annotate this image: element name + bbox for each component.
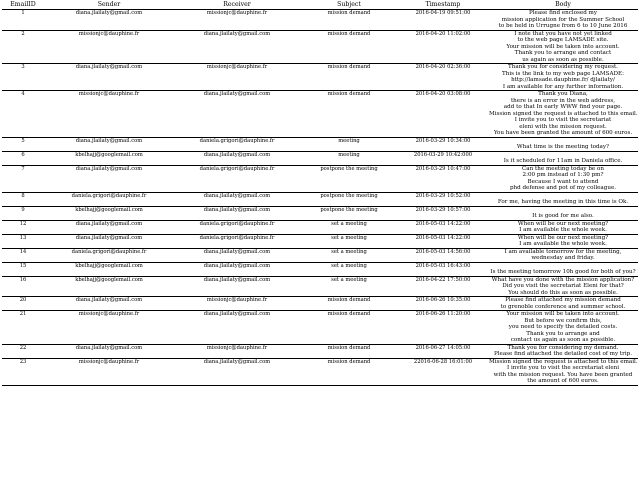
body-line: Thank you to arrange and contact <box>514 50 612 56</box>
subject-cell: postpone the meeting <box>300 165 398 192</box>
receiver-cell: missionjc@dauphine.fr <box>174 344 300 358</box>
body-line: I invite you to visit the secretariat eleni <box>506 365 620 371</box>
sender-cell: missionjc@dauphine.fr <box>44 30 174 64</box>
body-line: us again as soon as possible. <box>522 56 604 63</box>
receiver-cell: diana.jlailaty@gmail.com <box>174 358 300 385</box>
email-id-cell: 8 <box>2 192 44 206</box>
table-row <box>2 297 638 311</box>
subject-cell: set a meeting <box>300 248 398 262</box>
body-line: there is an error in the web address, <box>510 97 616 104</box>
body-cell <box>488 358 638 385</box>
body-line: Please find attached the detailed cost of my trip. <box>493 351 632 357</box>
receiver-cell: daniela.grigori@dauphine.fr <box>174 137 300 151</box>
body-line: eleni with the mission request. <box>519 123 607 130</box>
body-cell <box>488 206 638 220</box>
timestamp-cell: 22016-06-28 16:01:00 <box>398 358 488 385</box>
sender-cell: daniela.grigori@dauphine.fr <box>44 248 174 262</box>
sender-cell: diana.jlailaty@gmail.com <box>44 10 174 31</box>
body-line: But before we confirm this, <box>524 317 602 324</box>
sender-cell: daniela.grigori@dauphine.fr <box>44 192 174 206</box>
subject-cell: mission demand <box>300 344 398 358</box>
body-line: It is good for me also. <box>532 213 594 219</box>
sender-cell: diana.jlailaty@gmail.com <box>44 165 174 192</box>
sender-cell: diana.jlailaty@gmail.com <box>44 220 174 234</box>
body-line: I am available the whole week. <box>519 241 607 247</box>
receiver-cell: diana.jlailaty@gmail.com <box>174 91 300 138</box>
body-cell <box>488 192 638 206</box>
body-cell <box>488 248 638 262</box>
timestamp-cell: 2016-06-26 10:35:00 <box>398 297 488 311</box>
table-row <box>2 206 638 220</box>
body-line: to be held in Urrugne from 6 to 10 June 2016 <box>498 23 628 29</box>
email-id-cell: 15 <box>2 262 44 276</box>
table-row <box>2 64 638 91</box>
subject-cell: mission demand <box>300 10 398 31</box>
table-row <box>2 30 638 64</box>
body-line: You have been granted the amount of 600 euros. <box>493 130 633 136</box>
body-cell <box>488 262 638 276</box>
subject-cell: meeting <box>300 137 398 151</box>
subject-cell: mission demand <box>300 358 398 385</box>
body-cell <box>488 344 638 358</box>
subject-cell: set a meeting <box>300 262 398 276</box>
email-id-cell: 14 <box>2 248 44 262</box>
body-line: with the mission request. You have been granted <box>493 371 633 378</box>
timestamp-cell: 2016-03-29 10:47:00 <box>398 165 488 192</box>
table-row <box>2 192 638 206</box>
body-line: Thank you to arrange and <box>526 330 600 337</box>
body-line: contact us again as soon as possible. <box>510 337 616 343</box>
header-receiver: Receiver <box>174 0 300 10</box>
body-line: I am available tomorrow for the meeting, <box>504 248 622 255</box>
subject-cell: mission demand <box>300 64 398 91</box>
header-sender: Sender <box>44 0 174 10</box>
subject-cell: postpone the meeting <box>300 192 398 206</box>
body-cell <box>488 311 638 345</box>
body-line: Did you visit the secretariat Eleni for that? <box>502 283 624 289</box>
table-row <box>2 10 638 31</box>
body-line: mission application for the Summer School <box>501 16 625 23</box>
body-cell <box>488 151 638 165</box>
receiver-cell: diana.jlailaty@gmail.com <box>174 262 300 276</box>
email-id-cell: 20 <box>2 297 44 311</box>
table-row <box>2 344 638 358</box>
body-cell <box>488 165 638 192</box>
subject-cell: postpone the meeting <box>300 206 398 220</box>
table-row <box>2 358 638 385</box>
subject-cell: meeting <box>300 151 398 165</box>
sender-cell: kbelhajj@googlemail.com <box>44 276 174 297</box>
receiver-cell: daniela.grigori@dauphine.fr <box>174 220 300 234</box>
sender-cell: kbelhajj@googlemail.com <box>44 151 174 165</box>
email-id-cell: 1 <box>2 10 44 31</box>
body-line: Mission signed the request is attached to this email. <box>489 110 638 117</box>
receiver-cell: daniela.grigori@dauphine.fr <box>174 165 300 192</box>
body-line: For me, having the meeting in this time is Ok. <box>497 199 629 205</box>
header-email-id: EmailID <box>2 0 44 10</box>
header-row <box>2 0 638 10</box>
email-id-cell: 12 <box>2 220 44 234</box>
email-id-cell: 3 <box>2 64 44 91</box>
subject-cell: set a meeting <box>300 220 398 234</box>
body-line: Please find enclosed my <box>528 10 598 16</box>
subject-cell: mission demand <box>300 30 398 64</box>
sender-cell: diana.jlailaty@gmail.com <box>44 137 174 151</box>
body-line: to the web page LAMSADE site. <box>517 37 609 43</box>
email-id-cell: 5 <box>2 137 44 151</box>
receiver-cell: diana.jlailaty@gmail.com <box>174 311 300 345</box>
sender-cell: missionjc@dauphine.fr <box>44 91 174 138</box>
timestamp-cell: 2016-05-03 14:56:00 <box>398 248 488 262</box>
subject-cell: mission demand <box>300 297 398 311</box>
subject-cell: set a meeting <box>300 234 398 248</box>
body-cell <box>488 10 638 31</box>
body-line: Thank you for considering my request. <box>508 64 618 70</box>
body-line: to grenoble conference and summer school. <box>500 303 626 310</box>
sender-cell: kbelhajj@googlemail.com <box>44 206 174 220</box>
body-line: Please find attached my mission demand <box>505 297 621 303</box>
timestamp-cell: 2016-05-03 14:22:00 <box>398 220 488 234</box>
timestamp-cell: 2016-04-20 02:36:00 <box>398 64 488 91</box>
table-row <box>2 248 638 262</box>
receiver-cell: missionjc@dauphine.fr <box>174 64 300 91</box>
table-row <box>2 276 638 297</box>
timestamp-cell: 2016-06-27 14:05:00 <box>398 344 488 358</box>
subject-cell: mission demand <box>300 311 398 345</box>
body-cell <box>488 276 638 297</box>
table-body <box>2 10 638 386</box>
body-cell <box>488 220 638 234</box>
email-id-cell: 7 <box>2 165 44 192</box>
receiver-cell: diana.jlailaty@gmail.com <box>174 276 300 297</box>
body-line: Is it scheduled for 11am in Daniela office. <box>503 158 623 164</box>
body-cell <box>488 297 638 311</box>
body-line: phd defense and pot of my colleague. <box>509 185 617 191</box>
timestamp-cell: 2016-05-03 14:22:00 <box>398 234 488 248</box>
timestamp-cell: 2016-03-29 10:52:00 <box>398 192 488 206</box>
email-id-cell: 6 <box>2 151 44 165</box>
email-id-cell: 22 <box>2 344 44 358</box>
body-line: Your mission will be taken into account. <box>506 43 620 50</box>
body-line: Mission signed the request is attached to this email. <box>489 358 638 365</box>
receiver-cell: diana.jlailaty@gmail.com <box>174 192 300 206</box>
receiver-cell: missionjc@dauphine.fr <box>174 10 300 31</box>
sender-cell: missionjc@dauphine.fr <box>44 358 174 385</box>
timestamp-cell: 2016-06-26 11:20:00 <box>398 311 488 345</box>
sender-cell: missionjc@dauphine.fr <box>44 311 174 345</box>
sender-cell: diana.jlailaty@gmail.com <box>44 234 174 248</box>
body-line: Can the meeting today be on <box>522 165 604 172</box>
body-cell <box>488 137 638 151</box>
body-line: When will be our next meeting? <box>517 234 609 241</box>
timestamp-cell: 2016-04-22 17:50:00 <box>398 276 488 297</box>
table-row <box>2 234 638 248</box>
header-body: Body <box>488 0 638 10</box>
timestamp-cell: 2016-05-03 16:43:00 <box>398 262 488 276</box>
sender-cell: kbelhajj@googlemail.com <box>44 262 174 276</box>
timestamp-cell: 2016-03-29 10:42:000 <box>398 151 488 165</box>
body-line: I am available for any further information. <box>502 83 624 90</box>
body-line: you need to specify the detailed costs. <box>508 324 618 330</box>
body-line: Your mission will be taken into account. <box>506 311 620 317</box>
body-line: the amount of 600 euros. <box>527 378 599 384</box>
table-row <box>2 262 638 276</box>
email-id-cell: 21 <box>2 311 44 345</box>
body-line: Thank you for considering my demand. <box>507 344 619 351</box>
body-line: What time is the meeting today? <box>516 144 610 150</box>
email-id-cell: 2 <box>2 30 44 64</box>
body-line: add to that In early WWW find your page. <box>503 104 623 110</box>
body-line: I note that you have not yet linked <box>514 30 612 37</box>
email-id-cell: 16 <box>2 276 44 297</box>
receiver-cell: diana.jlailaty@gmail.com <box>174 206 300 220</box>
receiver-cell: diana.jlailaty@gmail.com <box>174 151 300 165</box>
body-line: Is the meeting tomorrow 10h good for both of you? <box>490 269 636 275</box>
email-id-cell: 4 <box>2 91 44 138</box>
timestamp-cell: 2016-03-29 10:57:00 <box>398 206 488 220</box>
body-line: http://lamsade.dauphine.fr/ djlailaty/ <box>511 77 615 83</box>
table-row <box>2 165 638 192</box>
table-row <box>2 151 638 165</box>
email-table <box>2 0 638 386</box>
body-cell <box>488 91 638 138</box>
timestamp-cell: 2016-04-20 11:02:00 <box>398 30 488 64</box>
body-line: I am available the whole week. <box>519 227 607 233</box>
sender-cell: diana.jlailaty@gmail.com <box>44 297 174 311</box>
table-row <box>2 137 638 151</box>
header-timestamp: Timestamp <box>398 0 488 10</box>
table-row <box>2 220 638 234</box>
body-line: What have you done with the mission application? <box>491 276 635 283</box>
receiver-cell: daniela.grigori@dauphine.fr <box>174 234 300 248</box>
email-id-cell: 9 <box>2 206 44 220</box>
subject-cell: set a meeting <box>300 276 398 297</box>
body-line: This is the link to my web page LAMSADE: <box>502 70 624 77</box>
receiver-cell: missionjc@dauphine.fr <box>174 297 300 311</box>
receiver-cell: diana.jlailaty@gmail.com <box>174 248 300 262</box>
header-subject: Subject <box>300 0 398 10</box>
email-id-cell: 23 <box>2 358 44 385</box>
subject-cell: mission demand <box>300 91 398 138</box>
timestamp-cell: 2016-03-29 10:34:00 <box>398 137 488 151</box>
sender-cell: diana.jlailaty@gmail.com <box>44 64 174 91</box>
body-line: Because I want to attend <box>527 178 599 185</box>
body-line: 2:00 pm instead of 1:30 pm? <box>522 172 604 178</box>
sender-cell: diana.jlailaty@gmail.com <box>44 344 174 358</box>
table-row <box>2 311 638 345</box>
body-cell <box>488 30 638 64</box>
email-id-cell: 13 <box>2 234 44 248</box>
body-cell <box>488 64 638 91</box>
body-line: Thank you Diana, <box>538 91 588 97</box>
body-line: You should do this as soon as possible. <box>508 289 618 296</box>
body-line: wednesday and friday. <box>531 255 595 261</box>
body-line: When will be our next meeting? <box>517 220 609 227</box>
receiver-cell: diana.jlailaty@gmail.com <box>174 30 300 64</box>
body-cell <box>488 234 638 248</box>
timestamp-cell: 2016-04-19 09:51:00 <box>398 10 488 31</box>
body-line: I invite you to visit the secretariat <box>514 117 612 123</box>
timestamp-cell: 2016-04-20 03:08:00 <box>398 91 488 138</box>
table-row <box>2 91 638 138</box>
